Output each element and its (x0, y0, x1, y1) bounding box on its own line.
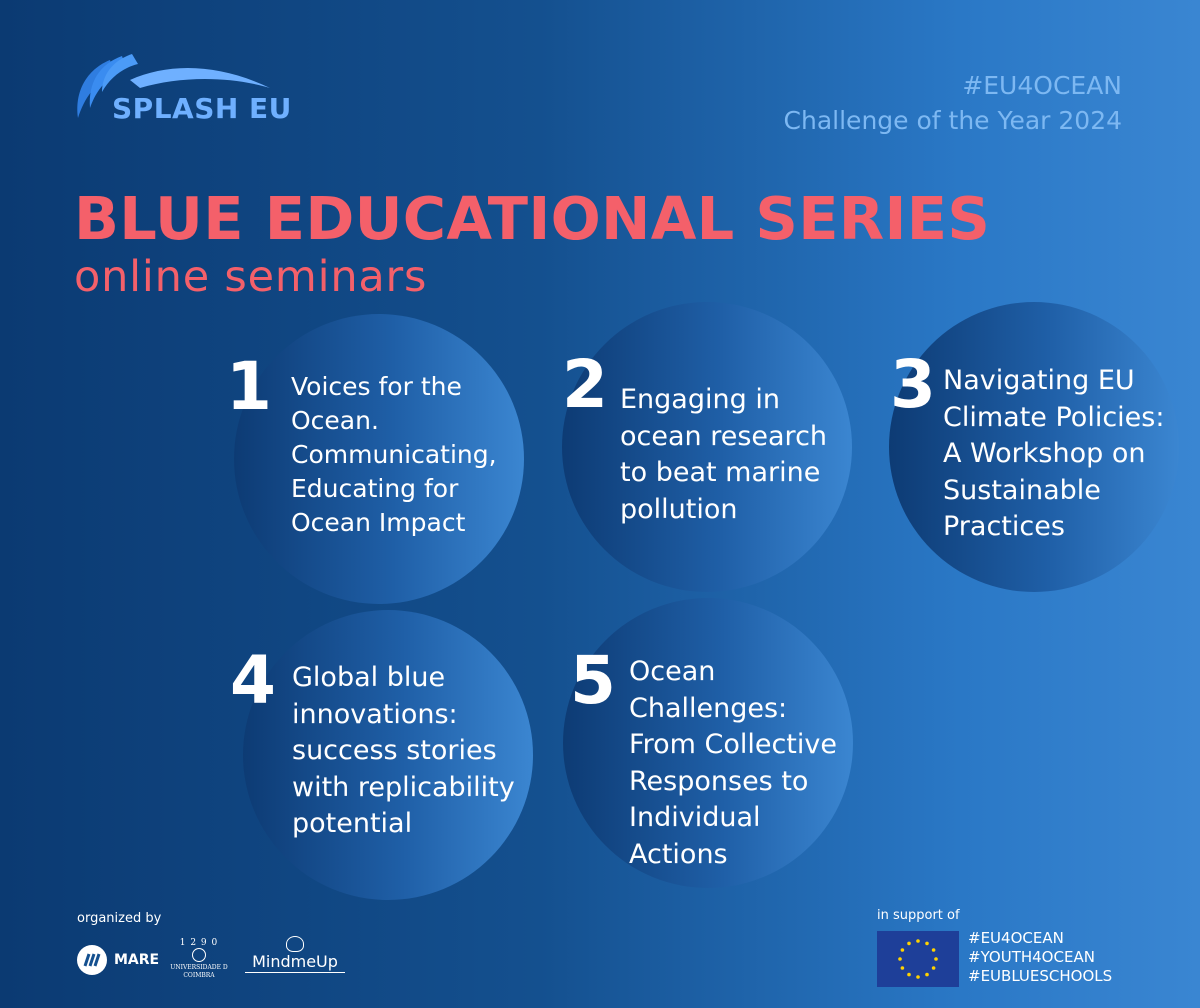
logo-text: SPLASH EU (112, 92, 292, 125)
seminar-number-2: 2 (562, 346, 608, 423)
mare-text: MARE (114, 952, 160, 968)
mindmeup-logo (245, 936, 345, 973)
coimbra-text: UNIVERSIDADE D COIMBRA (170, 964, 228, 979)
coimbra-logo (168, 938, 230, 980)
seminar-text-5: Ocean Challenges: From Collective Responses to Individual Actions (629, 656, 837, 870)
mindmeup-head-icon (286, 936, 304, 952)
seminar-text-1: Voices for the Ocean. Communicating, Educating for Ocean Impact (291, 372, 497, 537)
page-title: BLUE EDUCATIONAL SERIES (74, 184, 991, 253)
organized-by-label: organized by (77, 911, 162, 926)
seminar-number-4: 4 (230, 642, 276, 719)
coimbra-seal-icon (192, 948, 206, 962)
header-hashtag: #EU4OCEAN (962, 71, 1122, 100)
seminar-number-5: 5 (570, 642, 616, 719)
in-support-of-label: in support of (877, 908, 960, 923)
page-subtitle: online seminars (74, 252, 428, 302)
mare-icon (76, 944, 108, 976)
seminar-text-2: Engaging in ocean research to beat marine pollution (620, 384, 828, 525)
coimbra-year: 1 2 9 0 (179, 938, 219, 948)
mare-logo (76, 944, 159, 976)
footer-hashtags: #EU4OCEAN #YOUTH4OCEAN #EUBLUESCHOOLS (968, 929, 1113, 985)
header-challenge: Challenge of the Year 2024 (783, 106, 1122, 135)
mindmeup-text: MindmeUp (245, 952, 345, 973)
header-tags (784, 68, 1122, 138)
eu-flag-icon (877, 931, 959, 987)
seminar-text-3: Navigating EU Climate Policies: A Workshop on Sustainable Practices (943, 365, 1165, 542)
seminar-number-3: 3 (890, 346, 936, 423)
seminar-number-1: 1 (226, 348, 272, 425)
seminar-text-4: Global blue innovations: success stories with replicability potential (292, 662, 515, 839)
